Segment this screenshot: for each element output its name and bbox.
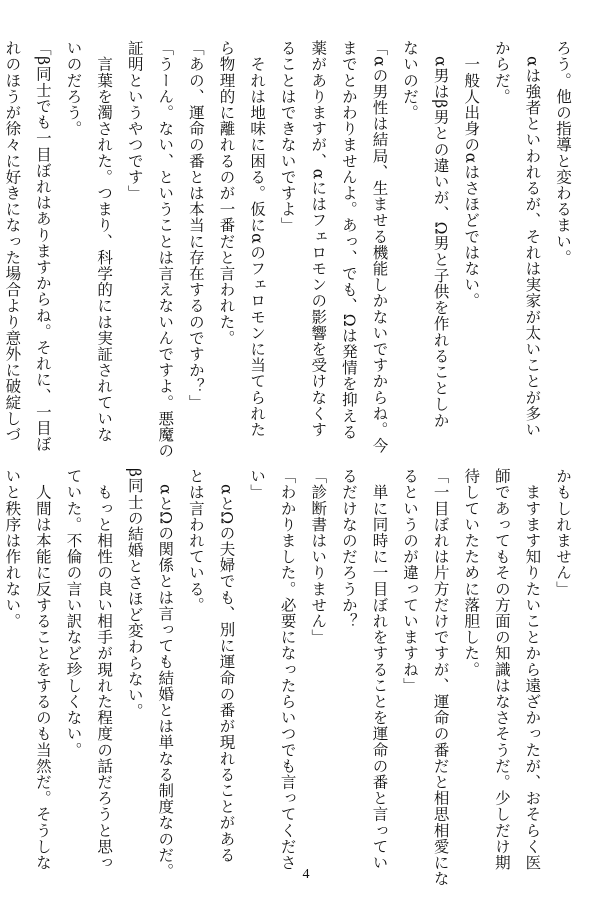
text-line: るだけなのだろうか？: [339, 468, 358, 629]
text-line: 待していたために落胆した。: [462, 468, 481, 678]
page-number: 4: [302, 867, 310, 882]
text-line: もっと相性の良い相手が現れた程度の話だろうと思っ: [95, 468, 114, 871]
text-line: 「うーん。ない、ということは言えないんですよ。悪魔の: [156, 40, 175, 459]
text-line: とは言われている。: [186, 468, 205, 613]
text-line: いと秩序は作れない。: [3, 468, 22, 629]
text-line: かもしれません」: [554, 468, 572, 597]
text-line: 単に同時に一目ぼれをすることを運命の番と言ってい: [370, 468, 389, 871]
text-line: 「β同士でも一目ぼれはありますからね。それに、一目ぼ: [33, 40, 52, 453]
text-line: 師であってもその方面の知識はなさそうだ。少しだけ期: [492, 468, 511, 871]
text-line: からだ。: [492, 40, 511, 105]
text-line: ますます知りたいことから遠ざかったが、おそらく医: [523, 468, 542, 871]
text-line: それは地味に困る。仮にαのフェロモンに当てられた: [248, 40, 267, 438]
text-line: るというのが違っていますね」: [401, 468, 420, 694]
upper-text-block: [3, 40, 578, 459]
text-line: ることはできないですよ」: [278, 40, 297, 234]
text-line: αは強者といわれるが、それは実家が太いことが多い: [523, 40, 542, 438]
text-line: いのだろう。: [64, 40, 83, 137]
text-line: ないのだ。: [401, 40, 420, 121]
text-line: れのほうが徐々に好きになった場合より意外に破綻しづ: [3, 40, 22, 443]
text-line: β同士の結婚とさほど変わらない。: [125, 468, 144, 720]
text-line: ていた。不倫の言い訳など珍しくない。: [64, 468, 83, 758]
lower-text-block: [3, 468, 578, 887]
text-line: ら物理的に離れるのが一番だと言われた。: [217, 40, 236, 346]
text-line: 「一目ぼれは片方だけですが、運命の番だと相思相愛にな: [431, 468, 450, 887]
text-line: 一般人出身のαはさほどではない。: [462, 40, 481, 309]
text-line: 証明というやつです」: [125, 40, 144, 201]
text-line: 人間は本能に反することをするのも当然だ。そうしな: [33, 468, 52, 871]
text-line: 「αの男性は結局、生ませる機能しかないですからね。今: [370, 40, 389, 454]
text-line: い」: [248, 468, 267, 501]
text-line: 「あの、運命の番とは本当に存在するのですか？」: [186, 40, 205, 411]
text-line: までとかわりませんよ。あっ、でも、Ωは発情を抑える: [339, 40, 358, 440]
text-line: αとΩの関係とは言っても結婚とは単なる制度なのだ。: [156, 468, 175, 879]
text-line: 「診断書はいりません」: [309, 468, 328, 646]
text-line: ろう。他の指導と変わるまい。: [554, 40, 572, 266]
text-line: α男はβ男との違いが、Ω男と子供を作れることしか: [431, 40, 450, 429]
text-line: 言葉を濁された。つまり、科学的には実証されていな: [95, 40, 114, 443]
text-line: 薬がありますが、αにはフェロモンの影響を受けなくす: [309, 40, 328, 438]
text-line: 「わかりました。必要になったらいつでも言ってくださ: [278, 468, 297, 871]
text-line: αとΩの夫婦でも、別に運命の番が現れることがある: [217, 468, 236, 863]
